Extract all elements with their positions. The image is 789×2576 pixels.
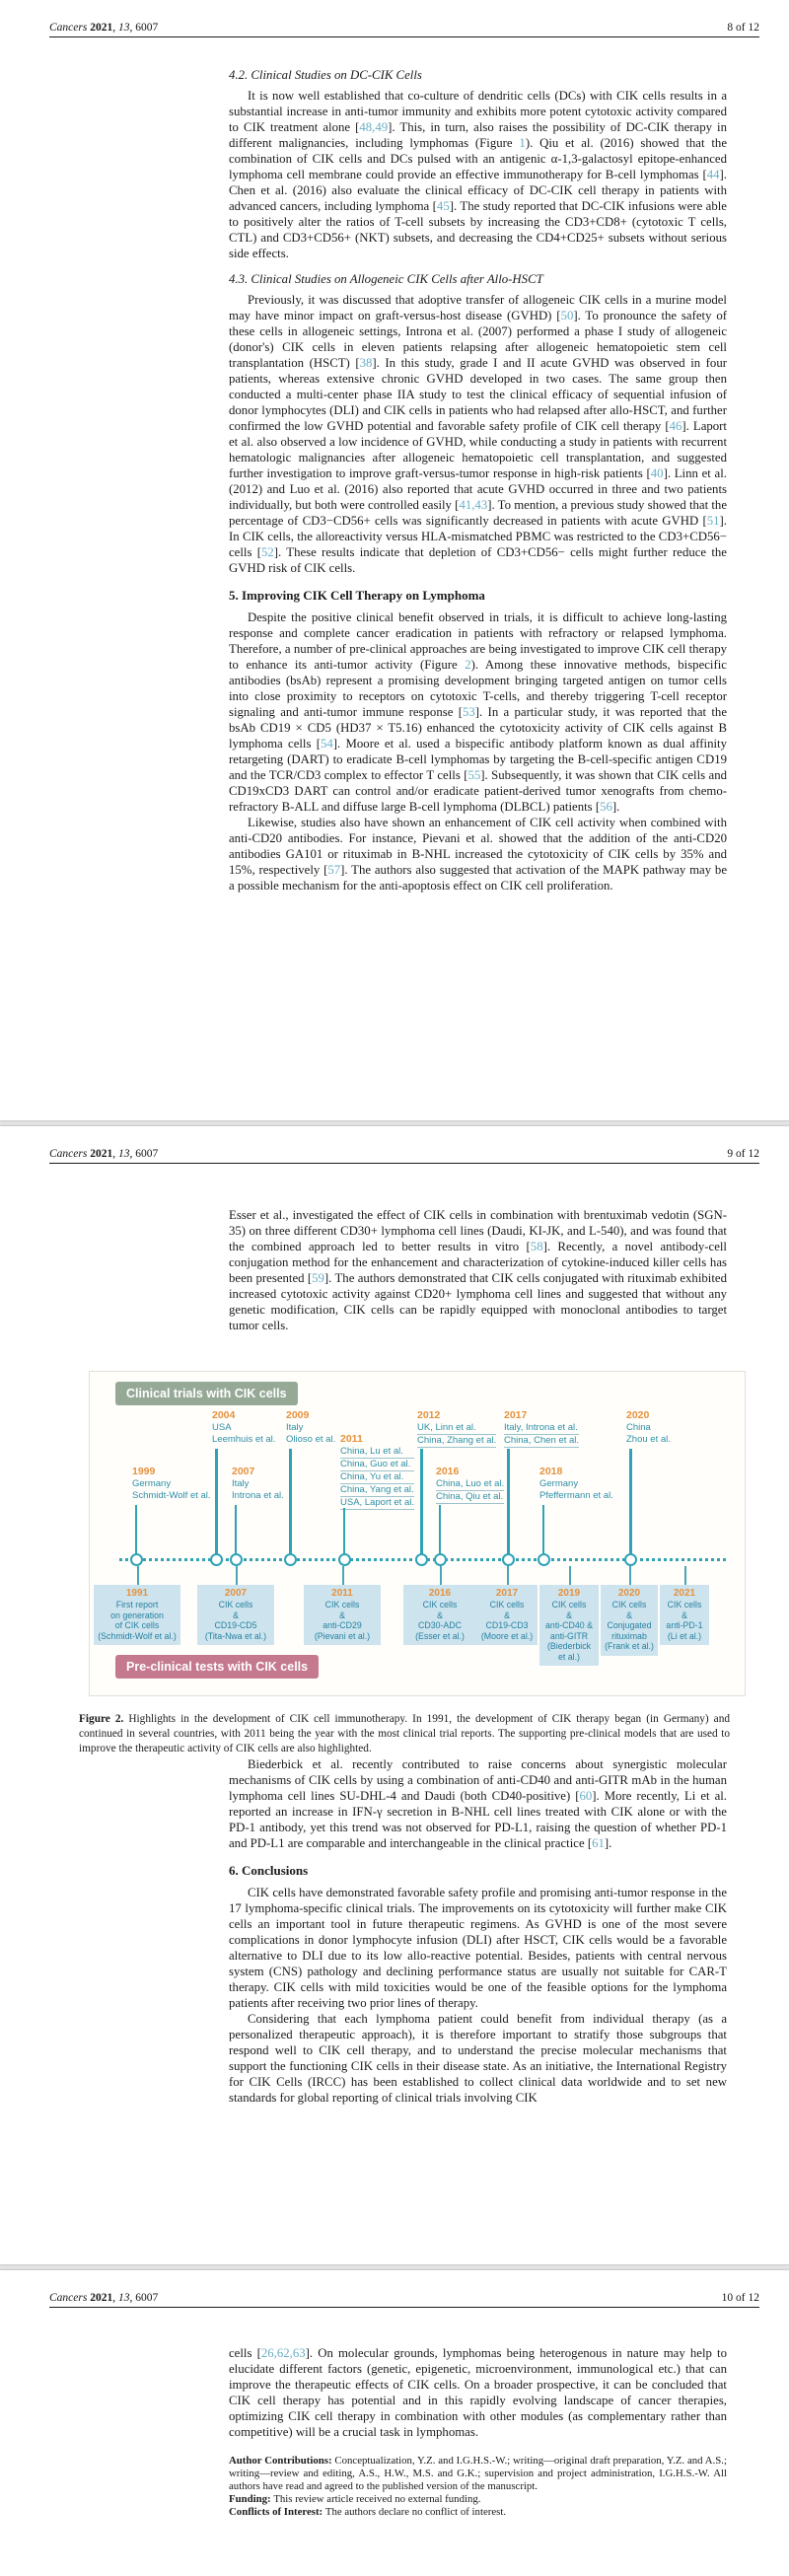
body-paragraph bbox=[229, 815, 727, 894]
preclinical-entry: CIK cells bbox=[611, 1600, 647, 1610]
timeline-year: 2020 bbox=[626, 1409, 650, 1421]
preclinical-box-2021 bbox=[660, 1585, 709, 1645]
author-contributions bbox=[229, 2455, 727, 2493]
timeline-entry: China, Luo et al. bbox=[436, 1478, 505, 1489]
page-9 bbox=[0, 1126, 789, 2264]
timeline-connector bbox=[342, 1566, 344, 1585]
preclinical-entry: CD19-CD3 bbox=[485, 1620, 529, 1630]
timeline-entry: China bbox=[626, 1422, 651, 1433]
timeline-entry: China, Guo et al. bbox=[340, 1459, 414, 1471]
text-segment: Likewise, studies also have shown an enhancement of CIK cell activity when combined with anti-CD20 antibodies. For instance, Pievani et al. showed that the addition of the anti-CD20 antibodies GA101 or rituximab in B-NHL increased the cytotoxicity of CIK cells by 35% and 15%, respectively [ bbox=[229, 816, 727, 877]
text-column bbox=[79, 1164, 730, 2106]
timeline-year: 2011 bbox=[340, 1433, 363, 1445]
preclinical-box-2017 bbox=[476, 1585, 538, 1645]
preclinical-tests-label: Pre-clinical tests with CIK cells bbox=[115, 1655, 319, 1679]
citation-link[interactable]: 50 bbox=[560, 309, 574, 322]
text-segment: ]. Recently, a novel antibody-cell conjugation method for the enhancement and characterization of cytokine-induced killer cells has been presented [ bbox=[229, 1240, 727, 1285]
timeline-stem bbox=[542, 1505, 544, 1554]
citation-link[interactable]: 51 bbox=[706, 514, 720, 528]
timeline-entry: Italy, Introna et al. bbox=[504, 1422, 578, 1433]
preclinical-year: 2021 bbox=[673, 1588, 696, 1599]
timeline-connector bbox=[507, 1566, 509, 1585]
preclinical-entry: CIK cells bbox=[422, 1600, 458, 1610]
preclinical-entry: & bbox=[339, 1610, 345, 1620]
text-segment: 13 bbox=[117, 1148, 130, 1160]
timeline-entry: UK, Linn et al. bbox=[417, 1422, 496, 1435]
preclinical-entry: & bbox=[626, 1610, 632, 1620]
body-paragraph bbox=[229, 1885, 727, 2011]
citation-link[interactable]: 48,49 bbox=[359, 120, 389, 134]
timeline-event-2017 bbox=[504, 1409, 579, 1448]
text-segment: Conflicts of Interest: bbox=[229, 2506, 325, 2518]
preclinical-entry: & bbox=[437, 1610, 443, 1620]
preclinical-box-1991 bbox=[94, 1585, 180, 1645]
text-segment: It is now well established that co-culture of dendritic cells (DCs) with CIK cells results in a substantial increase in anti-tumor immunity and exhibits more potent cytotoxic activity compared to CIK treatment alone [ bbox=[229, 89, 727, 134]
timeline-event-2007 bbox=[232, 1466, 284, 1502]
text-segment: Despite the positive clinical benefit observed in trials, it is difficult to achieve long-lasting response and complete cancer eradication in patients with refractory or relapsed lymphoma. Therefore, a number of pre-clinical approaches are being investigated to improve CIK cell therapy to enhance its anti-tumor activity (Figure bbox=[229, 610, 727, 672]
preclinical-entry: (Schmidt-Wolf et al.) bbox=[98, 1630, 177, 1641]
timeline-year: 2018 bbox=[539, 1466, 563, 1477]
conflicts-statement bbox=[229, 2506, 727, 2519]
citation-link[interactable]: 40 bbox=[650, 466, 664, 480]
preclinical-box-2007 bbox=[197, 1585, 274, 1645]
figure-2 bbox=[89, 1371, 746, 1696]
text-segment: ]. To pronounce the safety of these cells in allogeneic settings, Introna et al. (2007) performed a phase I study of allogeneic (donor's) CIK cells in eleven patients relapsing after allogeneic hematopoietic stem cell transplantation (HSCT) [ bbox=[229, 309, 727, 370]
text-segment: ]. These results indicate that depletion of CD3+CD56− cells might further reduce the GVHD risk of CIK cells. bbox=[229, 545, 727, 575]
preclinical-entry: CIK cells bbox=[489, 1600, 525, 1610]
timeline-entry: China, Zhang et al. bbox=[417, 1435, 497, 1446]
text-segment: ]. The authors demonstrated that CIK cells conjugated with rituximab exhibited increased cytotoxic activity against CD20+ lymphoma cell lines and suggested that without any genetic modification, CIK cells can be rapidly equipped with monoclonal antibodies to target tumor cells. bbox=[229, 1271, 727, 1332]
text-column bbox=[229, 2308, 727, 2519]
text-segment: Biederbick et al. recently contributed to raise concerns about synergistic molecular mechanisms of CIK cells by using a combination of anti-CD40 and anti-GITR mAb in the human lymphoma cell lines SU-DHL-4 and Daudi (both CD40-positive) [ bbox=[229, 1757, 727, 1803]
citation-link[interactable]: 52 bbox=[260, 545, 274, 559]
preclinical-entry: anti-PD-1 bbox=[666, 1620, 703, 1630]
text-segment: ). Qiu et al. (2016) showed that the combination of CIK cells and DCs pulsed with an antigenic α-1,3-galactosyl epitope-enhanced lymphoma cell membrane could provide an effective immunotherapy for B-cell lymphomas [ bbox=[229, 136, 727, 181]
body-paragraph bbox=[229, 292, 727, 576]
funding-statement bbox=[229, 2493, 727, 2506]
timeline-entry: China, Chen et al. bbox=[504, 1435, 580, 1446]
text-segment: Author Contributions: bbox=[229, 2455, 335, 2467]
text-segment: Considering that each lymphoma patient could benefit from individual therapy (as a personalized therapeutic approach), it is therefore important to stratify those subgroups that respond well to CIK cell therapy, and to understand the precise molecular mechanisms that support the functioning CIK cells in their disease state. As an initiative, the International Registry for CIK Cells (IRCC) has been established to collect clinical data worldwide and to set new standards for global reporting of clinical trials involving CIK bbox=[229, 2012, 727, 2105]
timeline-year: 2004 bbox=[212, 1409, 236, 1421]
timeline-year: 2009 bbox=[286, 1409, 310, 1421]
text-segment: , 6007 bbox=[129, 1148, 159, 1160]
text-segment: ]. Laport et al. also observed a low incidence of GVHD, while conducting a study in patients with recurrent hematologic malignancies after allogeneic hematopoietic cell transplantation, and suggested further investigation to improve graft-versus-tumor response in high-risk patients [ bbox=[229, 419, 727, 480]
preclinical-year: 1991 bbox=[125, 1588, 149, 1599]
timeline-entry: China, Qiu et al. bbox=[436, 1491, 504, 1502]
timeline-event-2016 bbox=[436, 1466, 504, 1504]
timeline-year: 2012 bbox=[417, 1409, 441, 1421]
timeline-node bbox=[434, 1553, 447, 1566]
preclinical-entry: CIK cells bbox=[324, 1600, 360, 1610]
preclinical-entry: anti-CD29 bbox=[323, 1620, 362, 1630]
body-paragraph bbox=[229, 1207, 727, 1333]
timeline-stem bbox=[343, 1508, 345, 1554]
timeline-node bbox=[415, 1553, 428, 1566]
timeline-node bbox=[284, 1553, 297, 1566]
citation-link[interactable]: 54 bbox=[321, 737, 333, 751]
timeline-stem bbox=[215, 1449, 218, 1554]
preclinical-entry: Conjugated bbox=[607, 1620, 652, 1630]
page-header bbox=[49, 2292, 759, 2304]
preclinical-entry: CD19-CD5 bbox=[214, 1620, 257, 1630]
citation-link[interactable]: 45 bbox=[436, 199, 450, 213]
text-segment: cells [ bbox=[229, 2346, 261, 2360]
preclinical-entry: & bbox=[504, 1610, 510, 1620]
timeline-event-2012 bbox=[417, 1409, 496, 1448]
section-heading-6: 6. Conclusions bbox=[229, 1863, 309, 1878]
timeline-event-2011 bbox=[340, 1433, 414, 1510]
timeline-node bbox=[130, 1553, 143, 1566]
text-segment: ]. In CIK cells, the alloreactivity versus HLA-mismatched PBMC was restricted to the CD3+CD56− cells [ bbox=[229, 514, 727, 559]
citation-link[interactable]: 53 bbox=[462, 705, 475, 719]
timeline-year: 2017 bbox=[504, 1409, 528, 1421]
text-segment: Cancers bbox=[49, 22, 91, 34]
timeline-stem bbox=[235, 1505, 237, 1554]
preclinical-entry: (Li et al.) bbox=[667, 1630, 702, 1641]
timeline-stem bbox=[289, 1449, 292, 1554]
text-segment: 2021 bbox=[90, 22, 113, 34]
citation-link[interactable]: 57 bbox=[327, 863, 341, 877]
preclinical-entry: CIK cells bbox=[551, 1600, 587, 1610]
section-heading-5: 5. Improving CIK Cell Therapy on Lymphoma bbox=[229, 588, 485, 603]
timeline-node bbox=[338, 1553, 351, 1566]
text-segment: ]. More recently, Li et al. reported an increase in IFN-γ secretion in B-NHL cell lines treated with CIK alone or with the PD-1 antibody, yet this trend was not observed for PD-L1, raising the question of whether PD-1 and PD-L1 are comparable and interchangeable in the clinical practice [ bbox=[229, 1789, 727, 1850]
preclinical-box-2016 bbox=[403, 1585, 476, 1645]
text-segment: CIK cells have demonstrated favorable safety profile and promising anti-tumor response in the 17 lymphoma-specific clinical trials. The improvements on its cytotoxicity will further make CIK cells an important tool in future therapeutic regimens. As GVHD is one of the most severe complications in donor lymphocyte infusion (DLI) after HSCT, CIK cells would be a favorable alternative to DLI due to its low allo-reactive potential. Besides, patients with central nervous system (CNS) pathology and declining performance status are usually not suitable for CAR-T therapy. CIK cells with mild toxicities would be one of the feasible options for the lymphoma patients after receiving two prior lines of therapy. bbox=[229, 1886, 727, 2010]
timeline-entry: Germany bbox=[539, 1478, 579, 1489]
timeline-entry: Pfeffermann et al. bbox=[539, 1490, 613, 1501]
timeline-event-2004 bbox=[212, 1409, 275, 1446]
text-segment: ]. Chen et al. (2016) also evaluate the clinical efficacy of DC-CIK cell therapy in patients with advanced cancers, including lymphoma [ bbox=[229, 168, 727, 213]
timeline-entry: Zhou et al. bbox=[626, 1434, 671, 1445]
timeline-entry: Schmidt-Wolf et al. bbox=[132, 1490, 211, 1501]
timeline-connector bbox=[629, 1566, 631, 1585]
citation-link[interactable]: 41,43 bbox=[459, 498, 488, 512]
text-segment: , 6007 bbox=[129, 22, 159, 34]
timeline-stem bbox=[507, 1449, 510, 1554]
page-number: 10 of 12 bbox=[721, 2292, 759, 2304]
timeline-stem bbox=[420, 1449, 423, 1554]
timeline-year: 2007 bbox=[232, 1466, 255, 1477]
citation-link[interactable]: 46 bbox=[669, 419, 682, 433]
section-heading-4-2: 4.2. Clinical Studies on DC-CIK Cells bbox=[229, 68, 422, 82]
text-segment: , 6007 bbox=[129, 2292, 159, 2304]
text-segment: ]. Linn et al. (2012) and Luo et al. (2016) also reported that acute GVHD occurred in three and two patients individually, but both were controlled easily [ bbox=[229, 466, 727, 512]
timeline-connector bbox=[236, 1566, 238, 1585]
preclinical-entry: (Tita-Nwa et al.) bbox=[204, 1630, 267, 1641]
timeline-entry: Italy bbox=[232, 1478, 250, 1489]
preclinical-year: 2017 bbox=[495, 1588, 519, 1599]
text-segment: ]. bbox=[611, 800, 620, 814]
journal-header bbox=[49, 1148, 158, 1160]
text-segment: 13 bbox=[117, 22, 130, 34]
page-number: 8 of 12 bbox=[727, 22, 759, 34]
text-segment: ]. In this study, grade I and II acute GVHD was observed in four patients, whereas extensive chronic GVHD developed in two cases. The same group then conducted a multi-center phase IIA study to test the clinical efficacy of sequential infusion of donor lymphocytes (DLI) and CIK cells in patients who had relapsed after allo-HSCT, and further confirmed the low GVHD potential and favorable safety profile of CIK cell therapy [ bbox=[229, 356, 727, 433]
body-paragraph bbox=[229, 609, 727, 815]
citation-link[interactable]: 38 bbox=[359, 356, 373, 370]
citation-link[interactable]: 1 bbox=[519, 136, 526, 150]
text-segment: ]. In a particular study, it was reported that the bsAb CD19 × CD5 (HD37 × T5.16) enhanced the cytotoxicity activity of CIK cells against B lymphoma cells [ bbox=[229, 705, 728, 751]
citation-link[interactable]: 58 bbox=[530, 1240, 543, 1253]
preclinical-entry: CIK cells bbox=[218, 1600, 253, 1610]
preclinical-entry: (Biederbick bbox=[546, 1641, 591, 1651]
text-segment: Figure 2. bbox=[79, 1713, 124, 1725]
citation-link[interactable]: 61 bbox=[592, 1836, 605, 1850]
timeline-node bbox=[230, 1553, 243, 1566]
timeline-connector bbox=[684, 1566, 686, 1585]
timeline-node bbox=[538, 1553, 550, 1566]
journal-header bbox=[49, 22, 158, 34]
page-10 bbox=[0, 2270, 789, 2576]
text-segment: Conceptualization, Y.Z. and I.G.H.S.-W.; writing—original draft preparation, Y.Z. and A.S.; writing—review and editing, A.S., H.W., M.S. and G.K.; supervision and project administration, I.G.H.S.-W. All authors have read and agreed to the published version of the manuscript. bbox=[229, 2455, 727, 2492]
timeline-entry: China, Yang et al. bbox=[340, 1484, 414, 1495]
text-segment: 2021 bbox=[90, 2292, 113, 2304]
timeline-entry: USA bbox=[212, 1422, 232, 1433]
citation-link[interactable]: 2 bbox=[465, 658, 471, 672]
citation-link[interactable]: 59 bbox=[312, 1271, 324, 1285]
preclinical-entry: anti-GITR bbox=[549, 1630, 589, 1641]
preclinical-entry: of CIK cells bbox=[114, 1620, 160, 1630]
figure-caption bbox=[79, 1712, 730, 1756]
body-paragraph bbox=[229, 88, 727, 261]
section-heading-4-3: 4.3. Clinical Studies on Allogeneic CIK Cells after Allo-HSCT bbox=[229, 272, 543, 286]
preclinical-box-2011 bbox=[304, 1585, 381, 1645]
text-segment: ]. To mention, a previous study showed that the percentage of CD3−CD56+ cells was significantly decreased in patients with acute GVHD [ bbox=[229, 498, 727, 528]
text-segment: 2021 bbox=[90, 1148, 113, 1160]
preclinical-year: 2011 bbox=[331, 1588, 353, 1599]
timeline-entry: Leemhuis et al. bbox=[212, 1434, 276, 1445]
text-segment: 13 bbox=[117, 2292, 130, 2304]
timeline-year: 2016 bbox=[436, 1466, 460, 1477]
timeline-entry: China, Lu et al. bbox=[340, 1446, 414, 1459]
text-segment: ]. Subsequently, it was shown that CIK cells and CD19xCD3 DART can control and/or eradicate patient-derived tumor xenografts from chemo-refractory B-ALL and diffuse large B-cell lymphoma (DLBCL) patients [ bbox=[229, 768, 727, 814]
preclinical-box-2019 bbox=[539, 1585, 599, 1666]
timeline-stem bbox=[135, 1505, 137, 1554]
text-segment: ]. This, in turn, also raises the possibility of DC-CIK therapy in different malignancies, including lymphomas (Figure bbox=[229, 120, 727, 150]
citation-link[interactable]: 56 bbox=[600, 800, 612, 814]
preclinical-entry: (Pievani et al.) bbox=[314, 1630, 371, 1641]
page-number: 9 of 12 bbox=[727, 1148, 759, 1160]
body-paragraph bbox=[229, 2345, 727, 2440]
timeline-entry: Germany bbox=[132, 1478, 172, 1489]
citation-link[interactable]: 44 bbox=[706, 168, 720, 181]
timeline-entry: USA, Laport et al. bbox=[340, 1497, 414, 1508]
preclinical-entry: anti-CD40 & bbox=[545, 1620, 593, 1630]
timeline-connector bbox=[137, 1566, 139, 1585]
preclinical-entry: (Moore et al.) bbox=[480, 1630, 534, 1641]
text-segment: , bbox=[112, 1148, 118, 1160]
citation-link[interactable]: 55 bbox=[467, 768, 481, 782]
journal-header bbox=[49, 2292, 158, 2304]
body-paragraph bbox=[229, 2011, 727, 2106]
citation-link[interactable]: 26,62,63 bbox=[260, 2346, 306, 2360]
preclinical-year: 2020 bbox=[617, 1588, 641, 1599]
preclinical-year: 2016 bbox=[428, 1588, 452, 1599]
text-segment: Previously, it was discussed that adoptive transfer of allogeneic CIK cells in a murine model may have minor impact on graft-versus-host disease (GVHD) [ bbox=[229, 293, 727, 322]
timeline-event-2009 bbox=[286, 1409, 335, 1446]
text-segment: ]. bbox=[604, 1836, 612, 1850]
preclinical-box-2020 bbox=[601, 1585, 658, 1656]
page-8 bbox=[0, 0, 789, 1120]
timeline-connector bbox=[440, 1566, 442, 1585]
timeline-node bbox=[210, 1553, 223, 1566]
timeline-node bbox=[502, 1553, 515, 1566]
timeline-entry: Introna et al. bbox=[232, 1490, 284, 1501]
preclinical-year: 2007 bbox=[224, 1588, 248, 1599]
page-header bbox=[49, 22, 759, 34]
text-segment: ]. The study reported that DC-CIK infusions were able to positively alter the ratios of T-cell subsets by increasing the CD3+CD8+ (cytotoxic T cells, CTL) and CD3+CD56+ (NKT) subsets, and decreasing the CD4+CD25+ subsets without serious side effects. bbox=[229, 199, 727, 260]
clinical-trials-label: Clinical trials with CIK cells bbox=[115, 1382, 298, 1405]
preclinical-entry: CD30-ADC bbox=[418, 1620, 462, 1630]
page-header bbox=[49, 1148, 759, 1160]
preclinical-entry: rituximab bbox=[611, 1630, 647, 1641]
text-segment: Esser et al., investigated the effect of CIK cells in combination with brentuximab vedotin (SGN-35) on three different CD30+ lymphoma cell lines (Daudi, KI-JK, and L-540), and was found that the combined approach led to better results in vitro [ bbox=[229, 1208, 727, 1253]
timeline-node bbox=[624, 1553, 637, 1566]
preclinical-entry: et al.) bbox=[557, 1651, 580, 1662]
timeline-event-1999 bbox=[132, 1466, 211, 1502]
text-segment: Highlights in the development of CIK cell immunotherapy. In 1991, the development of CIK therapy began (in Germany) and continued in several countries, with 2011 being the year with the most clinical trial reports. The supporting pre-clinical models that are used to improve the therapeutic activity of CIK cells are also highlighted. bbox=[79, 1713, 730, 1754]
text-segment: , bbox=[112, 2292, 118, 2304]
text-column bbox=[229, 37, 727, 894]
timeline-entry: Italy bbox=[286, 1422, 304, 1433]
text-segment: Cancers bbox=[49, 2292, 91, 2304]
timeline-stem bbox=[629, 1449, 632, 1554]
timeline-event-2020 bbox=[626, 1409, 671, 1446]
body-paragraph bbox=[229, 1756, 727, 1851]
text-segment: ]. Moore et al. used a bispecific antibody platform known as dual affinity retargeting (DART) to eradicate B-cell lymphomas by targeting the B-cell-specific antigen CD19 and the TCR/CD3 complex to effector T cells [ bbox=[229, 737, 727, 782]
timeline-year: 1999 bbox=[132, 1466, 156, 1477]
text-segment: Cancers bbox=[49, 1148, 91, 1160]
preclinical-entry: CIK cells bbox=[667, 1600, 702, 1610]
text-segment: ). Among these innovative methods, bispecific antibodies (bsAb) represent a promising development bringing targeted antigen on tumor cells into close proximity to receptors on cytotoxic T-cells, and thereby triggering T-cell receptor signaling and anti-tumor immune response [ bbox=[229, 658, 727, 719]
text-segment: The authors declare no conflict of interest. bbox=[324, 2506, 507, 2518]
preclinical-entry: First report bbox=[115, 1600, 159, 1610]
citation-link[interactable]: 60 bbox=[579, 1789, 593, 1803]
preclinical-entry: (Esser et al.) bbox=[415, 1630, 465, 1641]
timeline-stem bbox=[439, 1505, 441, 1554]
text-segment: This review article received no external funding. bbox=[273, 2493, 481, 2505]
text-segment: , bbox=[112, 22, 118, 34]
timeline-connector bbox=[569, 1566, 571, 1585]
preclinical-year: 2019 bbox=[557, 1588, 581, 1599]
timeline-entry: Olioso et al. bbox=[286, 1434, 336, 1445]
preclinical-entry: & bbox=[233, 1610, 239, 1620]
text-segment: ]. The authors also suggested that activation of the MAPK pathway may be a possible mechanism for the anti-apoptosis effect on CIK cell proliferation. bbox=[229, 863, 727, 893]
preclinical-entry: & bbox=[566, 1610, 572, 1620]
preclinical-entry: & bbox=[681, 1610, 687, 1620]
text-segment: Funding: bbox=[229, 2493, 274, 2505]
preclinical-entry: on generation bbox=[110, 1610, 164, 1620]
text-segment: ]. On molecular grounds, lymphomas being heterogenous in nature may help to elucidate different factors (genetic, epigenetic, microenvironment, immunological etc.) that can improve the therapeutic effects of CIK cells. On a broader prospective, it can be concluded that CIK cell therapy has potential and in this rapidly evolving landscape of cancer therapies, optimizing CIK cell therapy in combination with other modules (as complementary rather than competitive) will be a crucial task in lymphomas. bbox=[229, 2346, 727, 2439]
timeline-event-2018 bbox=[539, 1466, 613, 1502]
timeline-entry: China, Yu et al. bbox=[340, 1471, 414, 1484]
preclinical-entry: (Frank et al.) bbox=[605, 1641, 654, 1651]
